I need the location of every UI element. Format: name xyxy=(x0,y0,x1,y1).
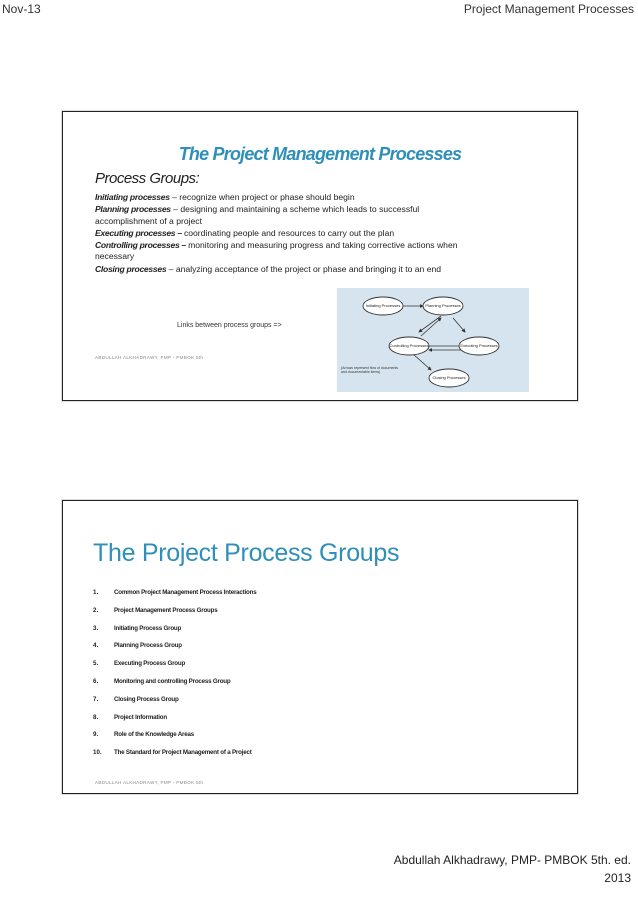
list-item xyxy=(95,192,475,203)
item-text: – designing and maintaining a scheme which leads to successful accomplishment of a project xyxy=(95,204,420,226)
item-number: 7. xyxy=(93,695,99,703)
item-text: monitoring and measuring progress and taking corrective actions when necessary xyxy=(95,240,458,262)
diagram-svg xyxy=(337,288,529,392)
item-number: 1. xyxy=(93,589,99,596)
item-text: – analyzing acceptance of the project or phase and bringing it to an end xyxy=(166,263,442,274)
item-text: Closing Process Group xyxy=(114,695,179,703)
process-groups-list xyxy=(95,192,475,276)
item-term: Executing processes – xyxy=(95,227,184,238)
list-item xyxy=(95,240,475,263)
item-term: Planning processes xyxy=(95,204,171,215)
item-number: 3. xyxy=(93,624,99,632)
node-controlling: Controlling Processes xyxy=(389,343,429,348)
list-item xyxy=(95,204,475,227)
item-text: Project Information xyxy=(114,713,167,721)
item-text: coordinating people and resources to carry out the plan xyxy=(183,227,395,238)
item-number: 9. xyxy=(93,731,99,739)
item-number: 2. xyxy=(93,606,99,614)
item-text: Monitoring and controlling Process Group xyxy=(114,677,231,685)
item-text: – recognize when project or phase should begin xyxy=(169,192,355,202)
item-text: Executing Process Group xyxy=(114,660,186,668)
slide-1-subtitle: Process Groups: xyxy=(95,170,200,187)
item-term: Initiating processes xyxy=(95,192,170,202)
node-planning: Planning Processes xyxy=(425,303,461,308)
footer-year: 2013 xyxy=(604,871,631,885)
item-text: Initiating Process Group xyxy=(114,624,182,632)
slide-2 xyxy=(62,500,578,794)
page-footer xyxy=(394,851,631,887)
slide-2-footer: ABDULLAH ALKHADRAWY, PMP - PMBOK 5th xyxy=(95,780,204,785)
item-number: 8. xyxy=(93,713,99,721)
slide-1 xyxy=(62,111,578,401)
diagram-note: (Arrows represent flow of documents and documentable items) xyxy=(341,366,398,374)
node-initiating: Initiating Processes xyxy=(365,303,401,308)
footer-author: Abdullah Alkhadrawy, PMP- PMBOK 5th. ed. xyxy=(393,853,631,867)
list-item xyxy=(95,264,475,275)
item-term: Closing processes xyxy=(95,263,167,274)
item-text: Planning Process Group xyxy=(114,642,182,650)
item-number: 10. xyxy=(93,749,102,757)
item-term: Controlling processes – xyxy=(95,240,189,251)
item-number: 6. xyxy=(93,677,99,685)
item-text: Project Management Process Groups xyxy=(114,606,218,614)
process-links-diagram xyxy=(337,288,529,392)
header-title: Project Management Processes xyxy=(463,2,634,16)
node-executing: Executing Processes xyxy=(460,343,498,348)
list-item xyxy=(95,228,475,239)
item-number: 5. xyxy=(93,660,99,668)
item-number: 4. xyxy=(93,642,99,650)
item-text: The Standard for Project Management of a Project xyxy=(114,749,252,757)
slide-2-title: The Project Process Groups xyxy=(93,539,400,567)
header-date: Nov-13 xyxy=(2,2,41,16)
item-text: Common Project Management Process Interactions xyxy=(114,589,257,596)
links-caption: Links between process groups => xyxy=(177,322,282,329)
item-text: Role of the Knowledge Areas xyxy=(114,731,194,739)
node-closing: Closing Processes xyxy=(432,375,466,380)
slide-1-title: The Project Management Processes xyxy=(178,144,462,164)
slide-1-footer: ABDULLAH ALKHADRAWY, PMP - PMBOK 5th xyxy=(95,355,204,360)
